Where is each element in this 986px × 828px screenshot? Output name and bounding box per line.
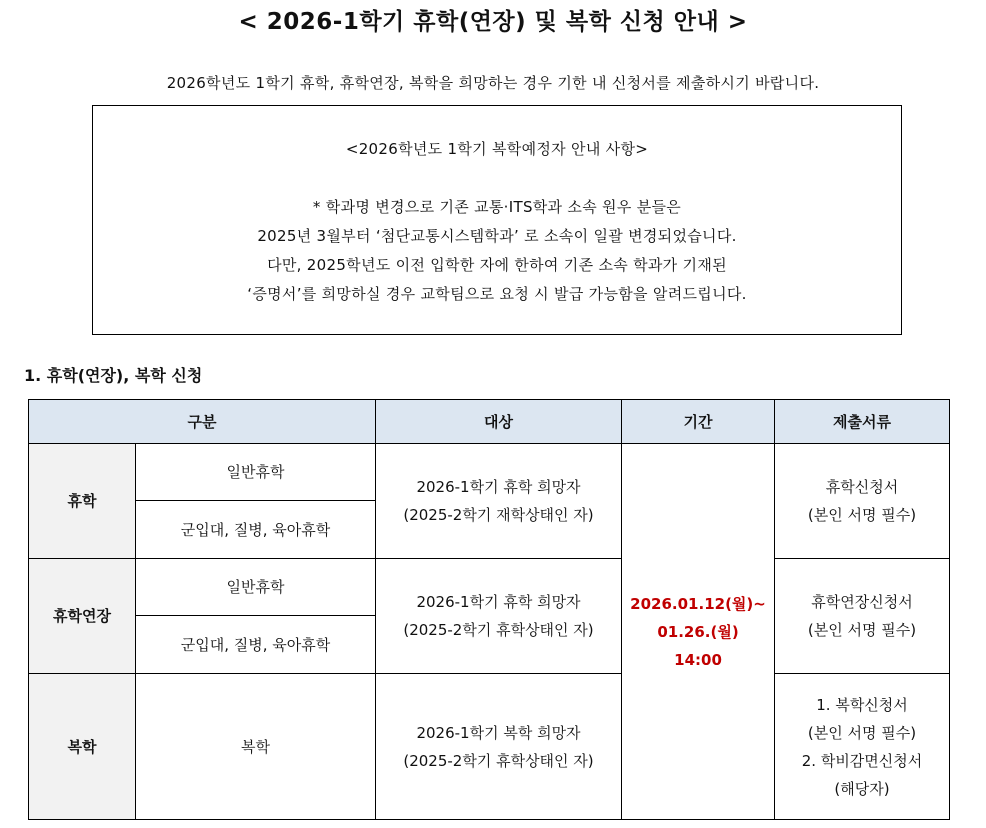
table-row [29, 444, 950, 501]
table-header-row [29, 400, 950, 444]
page-title: < 2026-1학기 휴학(연장) 및 복학 신청 안내 > [238, 9, 748, 35]
documents-cell [775, 444, 950, 559]
header-period: 기간 [622, 400, 775, 444]
target-line: 2026-1학기 복학 희망자 [416, 723, 581, 742]
notice-line: * 학과명 변경으로 기존 교통·ITS학과 소속 원우 분들은 [312, 198, 682, 216]
period-cell [622, 444, 775, 820]
row-head-return: 복학 [29, 674, 136, 820]
header-target: 대상 [376, 400, 622, 444]
table-row [29, 674, 950, 820]
row-head-leave-extension: 휴학연장 [29, 559, 136, 674]
target-cell [376, 674, 622, 820]
sub-category: 군입대, 질병, 육아휴학 [136, 501, 376, 559]
period-line: 2026.01.12(월)~ [630, 594, 766, 613]
sub-category: 일반휴학 [136, 559, 376, 616]
header-documents: 제출서류 [775, 400, 950, 444]
target-line: 2026-1학기 휴학 희망자 [416, 593, 581, 611]
target-line: (2025-2학기 휴학상태인 자) [403, 621, 594, 639]
notice-line: 다만, 2025학년도 이전 입학한 자에 한하여 기존 소속 학과가 기재된 [267, 256, 727, 274]
sub-category: 군입대, 질병, 육아휴학 [136, 616, 376, 674]
documents-line: 휴학연장신청서 [811, 593, 913, 611]
documents-cell [775, 559, 950, 674]
documents-cell [775, 674, 950, 820]
notice-box [92, 105, 902, 335]
target-cell [376, 559, 622, 674]
application-table [28, 399, 950, 820]
intro-text: 2026학년도 1학기 휴학, 휴학연장, 복학을 희망하는 경우 기한 내 신청서를 제출하시기 바랍니다. [166, 74, 820, 92]
documents-line: 2. 학비감면신청서 [801, 751, 923, 770]
period-line: 14:00 [674, 650, 722, 669]
documents-line: (본인 서명 필수) [807, 506, 917, 524]
target-line: (2025-2학기 재학상태인 자) [403, 506, 594, 524]
section-title: 1. 휴학(연장), 복학 신청 [24, 366, 203, 385]
row-head-leave: 휴학 [29, 444, 136, 559]
documents-line: (해당자) [834, 779, 890, 798]
documents-line: 1. 복학신청서 [816, 695, 908, 714]
table-row [29, 559, 950, 616]
notice-line: 2025년 3월부터 ‘첨단교통시스템학과’ 로 소속이 일괄 변경되었습니다. [257, 227, 737, 245]
target-cell [376, 444, 622, 559]
documents-line: 휴학신청서 [825, 478, 899, 496]
documents-line: (본인 서명 필수) [807, 621, 917, 639]
sub-category: 일반휴학 [136, 444, 376, 501]
period-line: 01.26.(월) [657, 622, 739, 641]
header-category: 구분 [29, 400, 376, 444]
target-line: (2025-2학기 휴학상태인 자) [403, 751, 594, 770]
notice-line: ‘증명서’를 희망하실 경우 교학팀으로 요청 시 발급 가능함을 알려드립니다. [247, 285, 747, 303]
notice-heading: <2026학년도 1학기 복학예정자 안내 사항> [345, 140, 649, 158]
target-line: 2026-1학기 휴학 희망자 [416, 478, 581, 496]
sub-category: 복학 [136, 674, 376, 820]
documents-line: (본인 서명 필수) [807, 723, 917, 742]
